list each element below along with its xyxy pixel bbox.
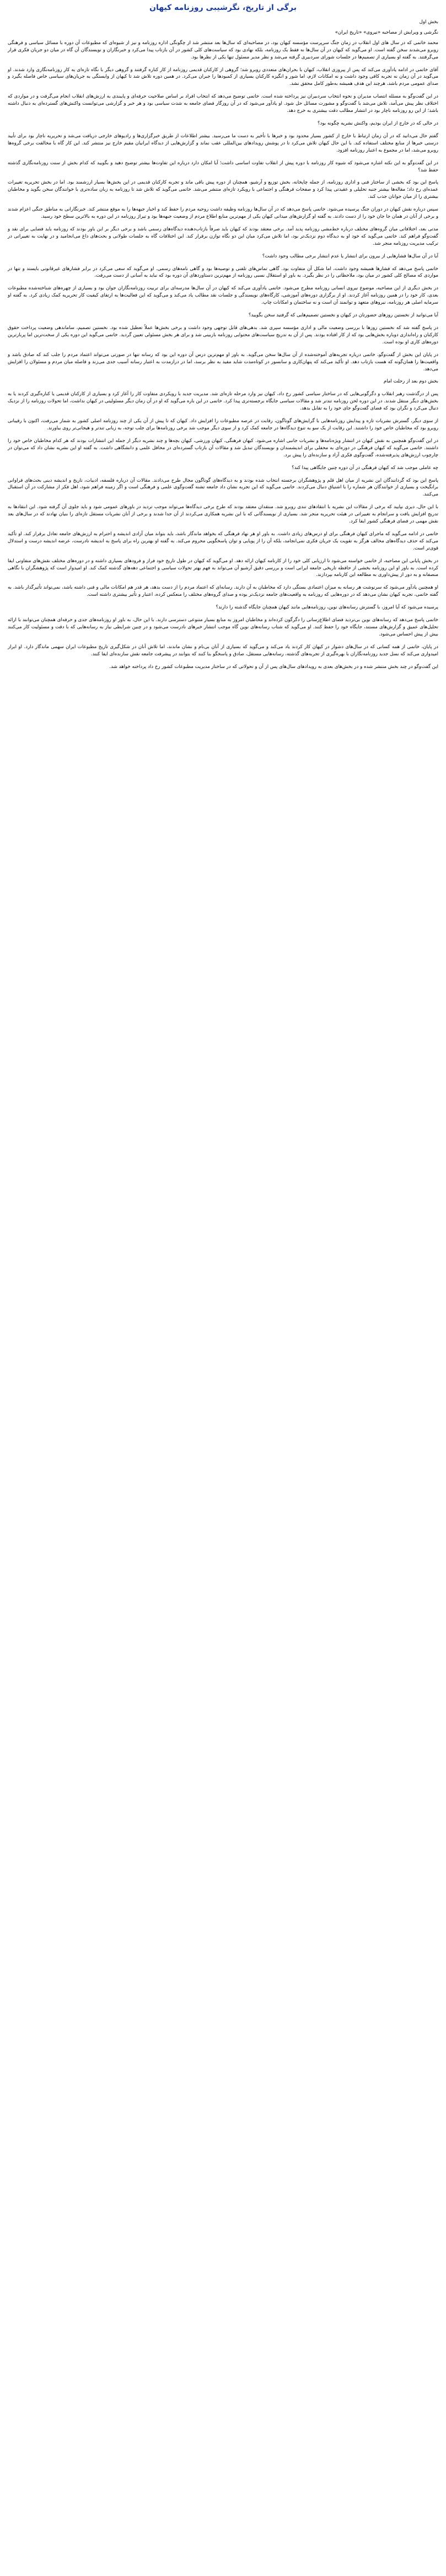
article-paragraph: از سوی دیگر، گسترش نشریات تازه و پیدایش روزنامه‌هایی با گرایش‌های گوناگون، رقابت در عرصه مطبوعات را افزایش داد. کیهان که تا پیش از آن یکی از چند روزنامه اصلی کشور به شمار می‌رفت، اکنون با رقیبانی روبرو بود که مخاطبان خاص خود را داشتند. این رقابت از یک سو به تنوع دیدگاه‌ها در جامعه کمک کرد و از سوی دیگر موجب شد برخی روزنامه‌ها برای جلب توجه، به زبانی تندتر و هیجانی‌تر روی بیاورند.	[8, 418, 438, 431]
article-paragraph: در این گفت‌وگو به این نکته اشاره می‌شود که شیوه کار روزنامه با دوره پیش از انقلاب تفاوت اساسی داشت؛ آیا امکان دارد درباره این تفاوت‌ها بیشتر توضیح دهید و بگویید که کدام بخش از سنت روزنامه‌نگاری گذشته حفظ شد؟	[8, 160, 438, 173]
article-paragraph: در بخش دیگری از این مصاحبه، موضوع نیروی انسانی روزنامه مطرح می‌شود. خاتمی یادآوری می‌کند که کیهان در آن سال‌ها مدرسه‌ای برای تربیت روزنامه‌نگاران جوان بود و بسیاری از چهره‌های شناخته‌شده مطبوعات بعدی، کار خود را در همین روزنامه آغاز کردند. او از برگزاری دوره‌های آموزشی، کارگاه‌های نویسندگی و جلسات نقد مطالب یاد می‌کند و می‌گوید که این فعالیت‌ها به ارتقای کیفیت کار تحریریه کمک زیادی کرد. به گفته او سرمایه اصلی هر روزنامه، نیروهای متعهد و توانمند آن است و نه ساختمان و امکانات چاپ.	[8, 285, 438, 306]
article-paragraph: چه عاملی موجب شد که کیهان فرهنگی در آن دوره چنین جایگاهی پیدا کند؟	[292, 465, 438, 471]
article-paragraph: در حالی که در خارج از ایران بودیم، واکنش نشریه چگونه بود؟	[317, 120, 438, 126]
article-paragraph: خاتمی پاسخ می‌دهد که فشارها همیشه وجود داشت، اما شکل آن متفاوت بود. گاهی تماس‌های تلفنی و توصیه‌ها بود و گاهی نامه‌های رسمی. او می‌گوید که سعی می‌کرد در برابر فشارهای غیرقانونی بایستد و تنها در مواردی که مصالح کلی کشور در میان بود، ملاحظاتی را در نظر بگیرد. به باور او استقلال نسبی روزنامه از مهم‌ترین دستاوردهای آن دوره بود که نباید به آسانی از دست می‌رفت.	[8, 266, 438, 279]
article-header	[2, 0, 444, 15]
article-paragraph: در پاسخ گفته شد که نخستین روزها با بررسی وضعیت مالی و اداری مؤسسه سپری شد. بدهی‌های قابل توجهی وجود داشت و برخی بخش‌ها عملاً تعطیل شده بود. نخستین تصمیم، ساماندهی وضعیت پرداخت حقوق کارکنان و راه‌اندازی دوباره بخش‌هایی بود که از کار افتاده بودند. پس از آن به تدریج سیاست‌های محتوایی روزنامه بازبینی شد و برای هر بخش مسئولی تعیین گردید. خاتمی می‌گوید این دوره یکی از سخت‌ترین اما پربارترین دوره‌های کاری او بوده است.	[8, 325, 438, 345]
article-paragraph: بخش دوم بعد از رحلت امام	[383, 379, 438, 385]
article-paragraph: او همچنین یادآور می‌شود که سرنوشت هر رسانه به میزان اعتمادی بستگی دارد که مخاطبان به آن دارند. رسانه‌ای که اعتماد مردم را از دست بدهد، هر قدر هم امکانات مالی و فنی داشته باشد، نمی‌تواند تأثیرگذار باشد. به گفته خاتمی، تجربه کیهان نشان می‌دهد که در دوره‌هایی که روزنامه به واقعیت‌های جامعه نزدیک‌تر بوده و صدای گروه‌های مختلف را منعکس کرده، اعتبار و تأثیر بیشتری داشته است.	[8, 585, 438, 598]
article-paragraph: محمد خاتمی که در سال های اول انقلاب در زمان جنگ سرپرست مؤسسه کیهان بود، در مصاحبه‌ای که سال‌ها بعد منتشر شد از چگونگی اداره روزنامه و نیز از شیوه‌ای که مطبوعات آن دوره با مسائل سیاسی و فرهنگی روبرو می‌شدند سخن گفته است. او می‌گوید که کیهان در آن سال‌ها نه فقط یک روزنامه، بلکه نهادی بود که سیاست‌های کلی کشور در آن بازتاب پیدا می‌کرد و خبرنگاران و نویسندگان آن گاه در میان دو جریان فکری قرار می‌گرفتند. به گفته او بسیاری از تصمیم‌ها در جلسات شورای سردبیری گرفته می‌شد و نظر مدیر مسئول تنها یکی از نظرها بود.	[8, 40, 438, 60]
article-paragraph: خاتمی در ادامه می‌گوید که ماجرای کیهان فرهنگی برای او درس‌های زیادی داشت. به باور او هر نهاد فرهنگی که بخواهد ماندگار باشد، باید بتواند میان آزادی اندیشه و احترام به ارزش‌های جامعه تعادل برقرار کند. او تأکید می‌کند که حذف دیدگاه‌های مخالف هرگز به تقویت یک جریان فکری نمی‌انجامد، بلکه آن را از پویایی و توان پاسخگویی محروم می‌کند. به گفته او بهترین راه برای پاسخ به اندیشه نادرست، عرضه اندیشه درست و استدلال قوی‌تر است.	[8, 531, 438, 551]
article-paragraph: پس از درگذشت رهبر انقلاب و دگرگونی‌هایی که در ساختار سیاسی کشور رخ داد، کیهان نیز وارد مرحله تازه‌ای شد. مدیریت جدید با رویکردی متفاوت کار را آغاز کرد و بسیاری از کارکنان قدیمی یا کناره‌گیری کردند یا به بخش‌های دیگر منتقل شدند. در این دوره لحن روزنامه تندتر شد و مقالات سیاسی جایگاه برجسته‌تری پیدا کرد. خاتمی در این باره می‌گوید که او در آن زمان دیگر مسئولیتی در کیهان نداشت، اما تحولات روزنامه را از نزدیک دنبال می‌کرد و نگران بود که فضای گفت‌وگو جای خود را به تقابل بدهد.	[8, 391, 438, 412]
article-paragraph: آقای خاتمی در ادامه یادآوری می‌کند که پس از پیروزی انقلاب، کیهان با بحران‌های متعددی روبرو شد؛ گروهی از کارکنان قدیمی روزنامه از کار کناره گرفتند و گروهی دیگر با نگاه تازه‌ای به کار روزنامه‌نگاری وارد شدند. او می‌گوید در آن زمان نه تجربه کافی وجود داشت و نه امکانات لازم، اما شور و انگیزه کارکنان بسیاری از کمبودها را جبران می‌کرد. در همین دوره تلاش شد تا کیهان از وابستگی به جریان‌های سیاسی خاص فاصله بگیرد و صدای عمومی مردم باشد، هرچند این هدف همیشه به‌طور کامل محقق نشد.	[8, 67, 438, 87]
article-paragraph: آیا می‌توانید از نخستین روزهای حضورتان در کیهان و نخستین تصمیم‌هایی که گرفتید سخن بگویید؟	[248, 312, 438, 319]
article-paragraph: سپس درباره نقش کیهان در دوران جنگ پرسیده می‌شود. خاتمی پاسخ می‌دهد که در آن سال‌ها روزنامه وظیفه داشت روحیه مردم را حفظ کند و اخبار جبهه‌ها را به موقع منتشر کند. خبرنگارانی به مناطق جنگی اعزام شدند و برخی از آنان در همان جا جان خود را از دست دادند. به گفته او گزارش‌های میدانی کیهان یکی از مهم‌ترین منابع اطلاع مردم از وضعیت جبهه‌ها بود و تیراژ روزنامه در این دوره به بالاترین سطح خود رسید.	[8, 207, 438, 220]
article-paragraph: این گفت‌وگو در چند بخش منتشر شده و در بخش‌های بعدی به رویدادهای سال‌های پس از آن و تحولاتی که در ساختار مدیریت مطبوعات کشور رخ داد پرداخته خواهد شد.	[109, 664, 438, 670]
article-paragraph: با این حال، دیری نپایید که برخی از مقالات این نشریه با انتقادهای تندی روبرو شد. منتقدان معتقد بودند که طرح برخی دیدگاه‌ها می‌تواند موجب تردید در باورهای عمومی شود و باید جلوی آن گرفته شود. این انتقادها به تدریج افزایش یافت و سرانجام به تغییراتی در هیئت تحریریه منجر شد. بسیاری از نویسندگانی که با این نشریه همکاری می‌کردند از آن جدا شدند و برخی از آنان نشریات مستقل تازه‌ای را بنیان نهادند که در سال‌های بعد نقش مهمی در فضای فرهنگی کشور ایفا کرد.	[8, 504, 438, 525]
article-paragraph: در پایان، خاتمی از همه کسانی که در سال‌های دشوار در کیهان کار کردند یاد می‌کند و می‌گوید که بسیاری از آنان بی‌نام و نشان ماندند، اما تلاش آنان در شکل‌گیری تاریخ مطبوعات ایران سهمی ماندگار دارد. او ابراز امیدواری می‌کند که نسل جدید روزنامه‌نگاران با بهره‌گیری از تجربه‌های گذشته، رسانه‌هایی مستقل، صادق و پاسخگو بنا کنند که بتوانند در پیشرفت جامعه نقش سازنده‌ای ایفا کنند.	[8, 644, 438, 657]
article-body	[2, 15, 444, 671]
article-title: برگی از تاریخ، نگرشیبی روزنامه کیهان	[149, 3, 297, 12]
article-page	[2, 0, 444, 671]
article-paragraph: گفتم حال می‌دانید که در آن زمان ارتباط با خارج از کشور بسیار محدود بود و خبرها با تأخیر به دست ما می‌رسید. بیشتر اطلاعات از طریق خبرگزاری‌ها و رادیوهای خارجی دریافت می‌شد و تحریریه ناچار بود برای تأیید درستی خبرها از منابع مختلف استفاده کند. با این حال کیهان تلاش می‌کرد تا در پوشش رویدادهای بین‌المللی عقب نماند و گزارش‌هایی از دیدگاه ایرانیان مقیم خارج نیز منتشر کند. این کار گاه با مخالفت برخی گروه‌ها روبرو می‌شد، اما در مجموع به اعتبار روزنامه افزود.	[8, 133, 438, 153]
article-paragraph: در پایان این بخش از گفت‌وگو، خاتمی درباره تجربه‌های آموخته‌شده از آن سال‌ها سخن می‌گوید. به باور او مهم‌ترین درس آن دوره این بود که رسانه تنها در صورتی می‌تواند اعتماد مردم را جلب کند که صادق باشد و واقعیت‌ها را همان‌گونه که هست بازتاب دهد. او تأکید می‌کند که پنهان‌کاری و سانسور در کوتاه‌مدت شاید مفید به نظر برسد، اما در درازمدت به اعتبار رسانه آسیب جدی می‌زند و فاصله میان مردم و مسئولان را افزایش می‌دهد.	[8, 352, 438, 372]
article-paragraph: در بخش پایانی این مصاحبه، از خاتمی خواسته می‌شود تا ارزیابی کلی خود را از کارنامه کیهان ارائه دهد. او می‌گوید که کیهان در طول تاریخ خود فراز و فرودهای بسیاری داشته و در دوره‌های مختلف نقش‌های متفاوتی ایفا کرده است. به باور او این روزنامه بخشی از حافظه تاریخی جامعه ایرانی است و بررسی دقیق آرشیو آن می‌تواند به فهم بهتر تحولات سیاسی و اجتماعی دهه‌های گذشته کمک کند. او امیدوار است که پژوهشگران با نگاهی منصفانه و به دور از پیش‌داوری به مطالعه این کارنامه بپردازند.	[8, 558, 438, 578]
article-paragraph: در این گفت‌وگو همچنین به نقش کیهان در انتشار ویژه‌نامه‌ها و نشریات جانبی اشاره می‌شود. کیهان فرهنگی، کیهان ورزشی، کیهان بچه‌ها و چند نشریه دیگر از جمله این انتشارات بودند که هر کدام مخاطبان خاص خود را داشتند. خاتمی می‌گوید که کیهان فرهنگی در دوره‌ای به محفلی برای اندیشمندان و نویسندگان تبدیل شد و مقالات آن بازتاب گسترده‌ای در محافل علمی و دانشگاهی داشت. به گفته او این نشریه نشان داد که می‌توان در چارچوب ارزش‌های پذیرفته‌شده، گفت‌وگوی فکری آزاد و سازنده‌ای را پیش برد.	[8, 438, 438, 458]
article-paragraph: خاتمی پاسخ می‌دهد که رسانه‌های نوین بی‌تردید فضای اطلاع‌رسانی را دگرگون کرده‌اند و مخاطبان امروز به منابع بسیار متنوعی دسترسی دارند. با این حال، به باور او روزنامه‌های جدی و حرفه‌ای همچنان می‌توانند با ارائه تحلیل‌های عمیق و گزارش‌های مستند، جایگاه خود را حفظ کنند. او می‌گوید که شتاب رسانه‌های نوین گاه موجب انتشار خبرهای نادرست می‌شود و در چنین شرایطی نیاز به رسانه‌هایی که با دقت و مسئولیت کار می‌کنند بیش از پیش احساس می‌شود.	[8, 617, 438, 637]
article-paragraph: آیا در آن سال‌ها فشارهایی از بیرون برای انتشار یا عدم انتشار برخی مطالب وجود داشت؟	[262, 253, 438, 259]
article-paragraph: پاسخ این بود که بخشی از ساختار فنی و اداری روزنامه، از جمله چاپخانه، بخش توزیع و آرشیو، همچنان از دوره پیش باقی ماند و تجربه کارکنان قدیمی در این بخش‌ها بسیار ارزشمند بود. اما در بخش تحریریه تغییرات عمده‌ای رخ داد؛ مقاله‌ها بیشتر جنبه تحلیلی و عقیدتی پیدا کرد و صفحات فرهنگی و اجتماعی با رویکرد تازه‌ای منتشر می‌شد. خاتمی می‌گوید که تلاش شد تا روزنامه به زبان ساده‌تری با خوانندگان سخن بگوید و مخاطبان بیشتری را از میان جوانان جذب کند.	[8, 180, 438, 200]
article-paragraph: پرسیده می‌شود که آیا امروز، با گسترش رسانه‌های نوین، روزنامه‌هایی مانند کیهان همچنان جایگاه گذشته را دارند؟	[216, 605, 438, 611]
article-author: بخش اول	[419, 19, 438, 25]
article-paragraph: پاسخ این بود که گردانندگان این نشریه از میان اهل قلم و پژوهشگران برجسته انتخاب شده بودند و به دیدگاه‌های گوناگون مجال طرح می‌دادند. مقالات آن درباره فلسفه، ادبیات، تاریخ و اندیشه دینی بحث‌های فراوانی برانگیخت و بسیاری از خوانندگان هر شماره را با اشتیاق دنبال می‌کردند. خاتمی می‌گوید که این تجربه نشان داد جامعه تشنه گفت‌وگوی علمی و فرهنگی است و اگر زمینه فراهم شود، اهل فکر از مشارکت در آن استقبال می‌کنند.	[8, 477, 438, 498]
article-paragraph: مدتی بعد، اختلافاتی میان گروه‌های مختلف درباره خط‌مشی روزنامه پدید آمد. برخی معتقد بودند که کیهان باید صرفاً بازتاب‌دهنده دیدگاه‌های رسمی باشد و برخی دیگر بر این باور بودند که روزنامه باید فضایی برای نقد و گفت‌وگو فراهم کند. خاتمی می‌گوید که خود او به دیدگاه دوم نزدیک‌تر بود، اما تلاش می‌کرد میان این دو نگاه توازن برقرار کند. این اختلافات گاه به جلسات طولانی و بحث‌های داغ می‌انجامید و در نهایت به تغییراتی در ترکیب مدیریت روزنامه منجر شد.	[8, 226, 438, 246]
article-subtitle: نگرشی و ویرایش از مصاحبه «نیروی» «تاریخ ایران»	[335, 29, 438, 35]
article-paragraph: در این گفت‌وگو به مسئله انتصاب مدیران و نحوه انتخاب سردبیران نیز پرداخته شده است. خاتمی توضیح می‌دهد که انتخاب افراد بر اساس صلاحیت حرفه‌ای و پایبندی به ارزش‌های انقلاب انجام می‌گرفت و در مواردی که اختلاف نظر پیش می‌آمد، تلاش می‌شد با گفت‌وگو و مشورت مسائل حل شود. او یادآور می‌شود که در آن روزگار فضای جامعه به شدت سیاسی بود و هر خبر و گزارشی می‌توانست واکنش‌های گسترده‌ای به دنبال داشته باشد؛ از این رو روزنامه ناچار بود در انتشار مطالب دقت بیشتری به خرج دهد.	[8, 94, 438, 114]
